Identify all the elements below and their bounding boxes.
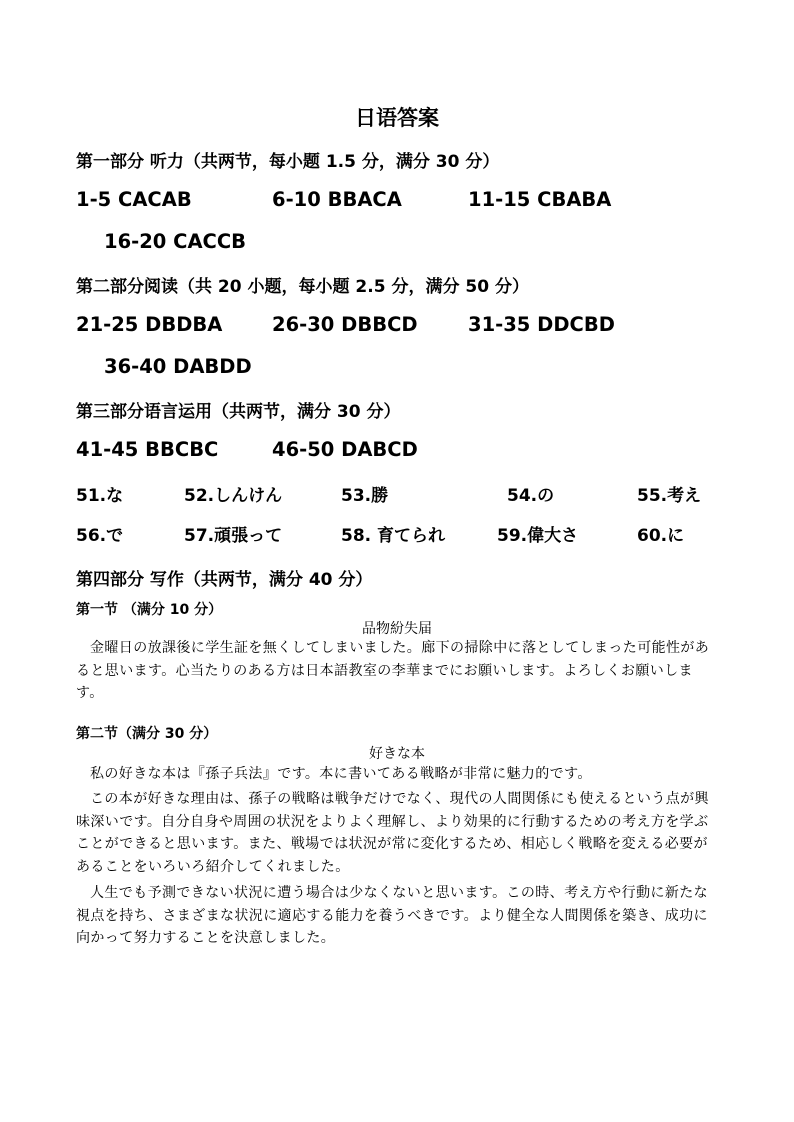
section2-label: 第二节（满分 30 分） [76, 726, 218, 742]
answer-group: 11-15 CBABA [468, 188, 612, 211]
answer-group: 1-5 CACAB [76, 188, 192, 211]
section1-label: 第一节 （满分 10 分） [76, 602, 223, 618]
essay2-paragraph: 私の好きな本は『孫子兵法』です。本に書いてある戦略が非常に魅力的です。 [90, 766, 592, 782]
fill-answer: 55.考え [637, 486, 702, 506]
answer-group: 6-10 BBACA [272, 188, 402, 211]
part3-heading: 第三部分语言运用（共两节，满分 30 分） [76, 402, 401, 422]
part4-heading: 第四部分 写作（共两节，满分 40 分） [76, 570, 373, 590]
fill-answer: 60.に [637, 526, 685, 546]
fill-answer: 56.で [76, 526, 124, 546]
answer-group: 36-40 DABDD [104, 355, 252, 378]
answer-group: 16-20 CACCB [104, 230, 247, 253]
fill-answer: 51.な [76, 486, 124, 506]
essay2-title: 好きな本 [369, 746, 425, 762]
essay2-paragraph: この本が好きな理由は、孫子の戦略は戦争だけでなく、現代の人間関係にも使えるという点が興味深いです。自分自身や周囲の状況をよりよく理解し、より効果的に行動するための考え方を学ぶことができると思います。また、戦場では状況が常に変化するため、相応しく戦略を変える必要があることをいろいろ紹介してくれました。 [76, 791, 709, 875]
fill-answer: 53.勝 [341, 486, 389, 506]
page-title: 日语答案 [355, 106, 439, 130]
fill-answer: 54.の [507, 486, 555, 506]
essay1-paragraph: 金曜日の放課後に学生証を無くしてしまいました。廊下の掃除中に落としてしまった可能性があると思います。心当たりのある方は日本語教室の李華までにお願いします。よろしくお願いします。 [76, 640, 710, 701]
answer-group: 46-50 DABCD [272, 438, 418, 461]
answer-group: 26-30 DBBCD [272, 313, 418, 336]
answer-group: 21-25 DBDBA [76, 313, 223, 336]
essay2-paragraph: 人生でも予測できない状況に遭う場合は少なくないと思います。この時、考え方や行動に新たな視点を持ち、さまざまな状況に適応する能力を養うべきです。より健全な人間関係を築き、成功に向かって努力することを決意しました。 [76, 885, 709, 946]
answer-group: 41-45 BBCBC [76, 438, 219, 461]
answer-group: 31-35 DDCBD [468, 313, 615, 336]
essay1-title: 品物紛失届 [362, 621, 432, 637]
fill-answer: 57.頑張って [184, 526, 283, 546]
fill-answer: 52.しんけん [184, 486, 283, 506]
part1-heading: 第一部分 听力（共两节，每小题 1.5 分，满分 30 分） [76, 152, 500, 172]
fill-answer: 59.偉大さ [497, 526, 579, 546]
fill-answer: 58. 育てられ [341, 526, 446, 546]
part2-heading: 第二部分阅读（共 20 小题，每小题 2.5 分，满分 50 分） [76, 277, 529, 297]
